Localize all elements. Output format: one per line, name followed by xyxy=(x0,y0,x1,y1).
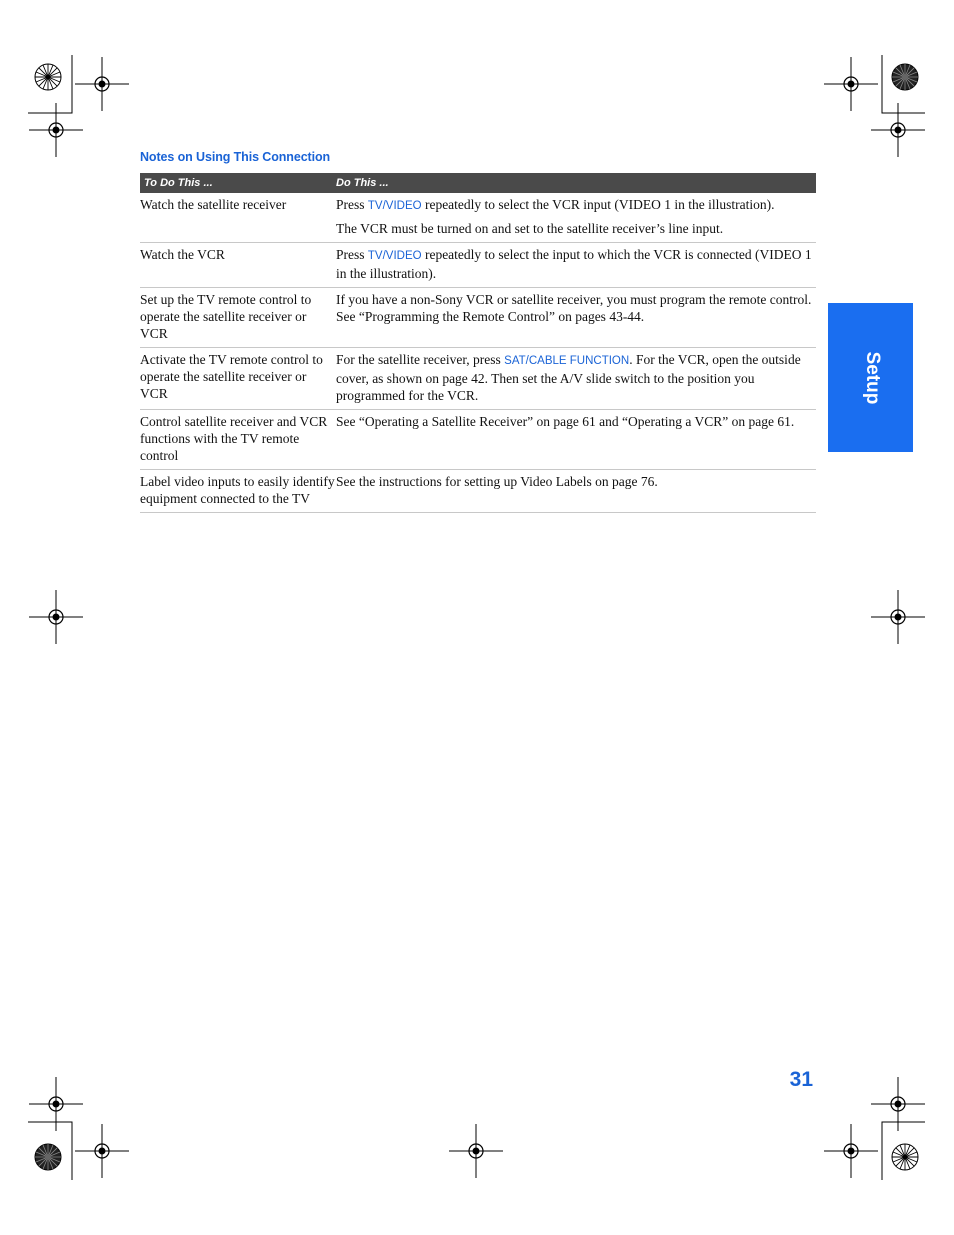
task-cell: Watch the satellite receiver xyxy=(140,197,287,212)
action-paragraph: See “Operating a Satellite Receiver” on page 61 and “Operating a VCR” on page 61. xyxy=(336,414,795,429)
task-cell: Watch the VCR xyxy=(140,247,225,262)
action-cell xyxy=(336,288,816,347)
section-tab xyxy=(828,303,913,452)
action-paragraph: The VCR must be turned on and set to the satellite receiver’s line input. xyxy=(336,221,724,236)
header-to-do: To Do This ... xyxy=(144,177,213,189)
action-text: For the satellite receiver, press xyxy=(336,352,505,367)
task-cell: Label video inputs to easily identify equipment connected to the TV xyxy=(140,474,335,506)
action-paragraph xyxy=(336,246,816,282)
task-cell: Set up the TV remote control to operate the satellite receiver or VCR xyxy=(140,292,312,341)
action-text: Press xyxy=(336,197,368,212)
action-cell xyxy=(336,410,816,469)
table-row xyxy=(140,243,816,288)
action-paragraph xyxy=(336,196,816,215)
table-row xyxy=(140,470,816,513)
remote-key-label: SAT/CABLE FUNCTION xyxy=(504,355,630,367)
action-cell xyxy=(336,348,816,409)
remote-key-label: TV/VIDEO xyxy=(367,200,422,212)
section-tab-label: Setup xyxy=(862,351,883,405)
table-row xyxy=(140,348,816,410)
action-cell xyxy=(336,470,816,512)
section-title: Notes on Using This Connection xyxy=(140,150,331,164)
task-cell: Control satellite receiver and VCR functions with the TV remote control xyxy=(140,414,328,463)
action-text: repeatedly to select the input to which the VCR is connected (VIDEO 1 in the illustration). xyxy=(336,247,812,281)
action-text: Press xyxy=(336,247,368,262)
action-paragraph xyxy=(336,351,816,404)
action-paragraph: If you have a non-Sony VCR or satellite receiver, you must program the remote control. See “Programming the Remote Control” on pages 43-44. xyxy=(336,292,812,324)
table-header xyxy=(140,173,816,193)
header-do-this: Do This ... xyxy=(336,177,389,189)
action-paragraph: See the instructions for setting up Video Labels on page 76. xyxy=(336,474,658,489)
table-row xyxy=(140,410,816,470)
page-number: 31 xyxy=(789,1068,813,1091)
action-text: repeatedly to select the VCR input (VIDEO 1 in the illustration). xyxy=(421,197,775,212)
action-text: . For the VCR, open the outside cover, as shown on page 42. Then set the A/V slide switch to the position you programmed for the VCR. xyxy=(336,352,801,403)
table-row xyxy=(140,193,816,243)
table-row xyxy=(140,288,816,348)
action-cell xyxy=(336,243,816,287)
action-cell xyxy=(336,193,816,242)
task-cell: Activate the TV remote control to operate the satellite receiver or VCR xyxy=(140,352,323,401)
notes-table xyxy=(140,173,816,513)
remote-key-label: TV/VIDEO xyxy=(367,250,422,262)
